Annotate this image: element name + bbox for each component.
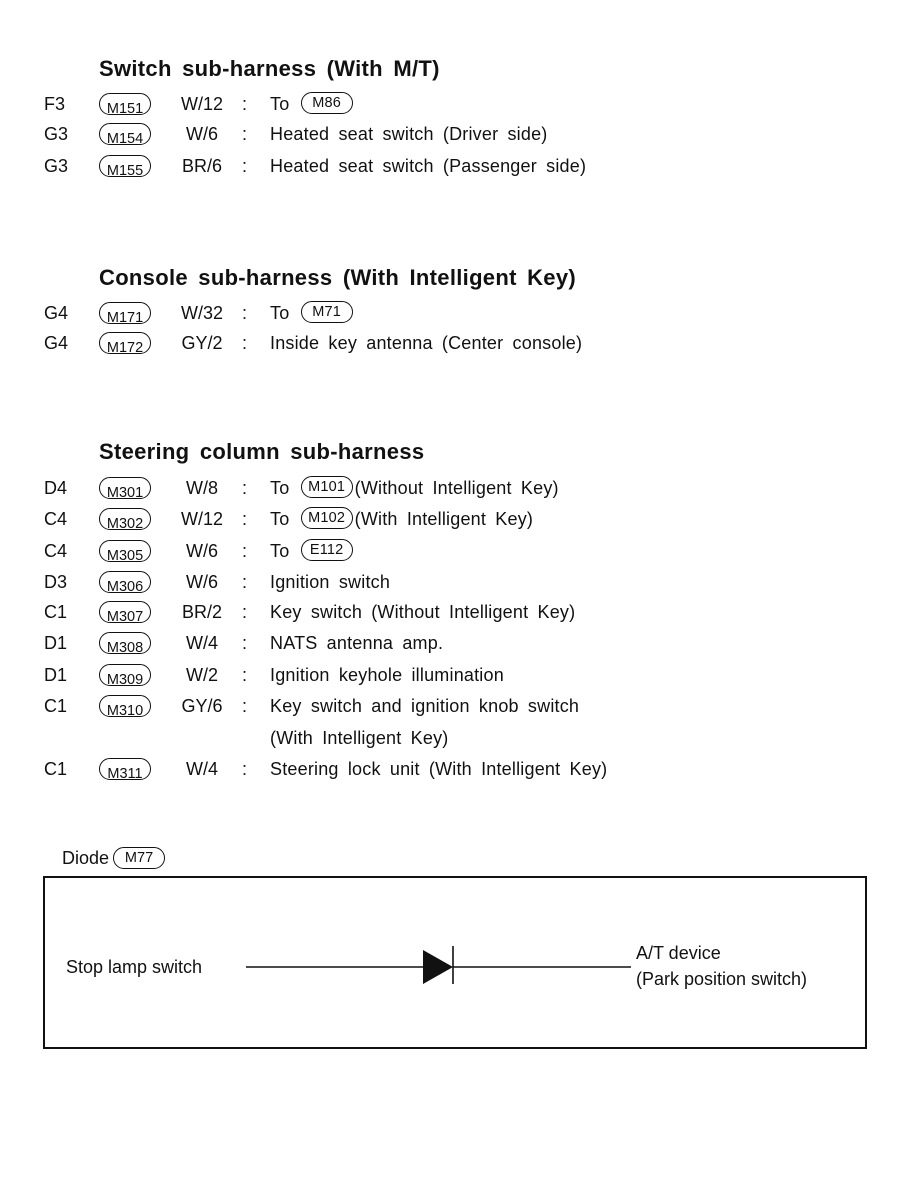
row-description: Inside key antenna (Center console) — [270, 333, 583, 353]
grid-location: C1 — [44, 696, 68, 716]
separator: : — [242, 156, 248, 176]
wire-spec: W/12 — [180, 509, 223, 529]
separator: : — [242, 665, 248, 685]
grid-location: D1 — [44, 665, 68, 685]
connector-badge: M310 — [99, 695, 151, 717]
diode-title: Diode — [62, 848, 110, 868]
table-row — [0, 328, 910, 358]
connector-badge: M306 — [99, 571, 151, 593]
wire-spec: GY/2 — [181, 333, 223, 353]
grid-location: C1 — [44, 602, 68, 622]
wire-spec: W/6 — [185, 124, 218, 144]
table-row — [0, 536, 910, 566]
wire-spec: W/12 — [180, 94, 223, 114]
connector-badge: M172 — [99, 332, 151, 354]
diode-heading — [62, 845, 165, 871]
table-row — [0, 504, 910, 534]
grid-location: C4 — [44, 541, 68, 561]
connector-badge: M311 — [99, 758, 151, 780]
table-row — [0, 473, 910, 503]
row-description: NATS antenna amp. — [270, 633, 444, 653]
row-description: Key switch and ignition knob switch — [270, 696, 580, 716]
connector-badge: M305 — [99, 540, 151, 562]
wire-spec: W/8 — [185, 478, 218, 498]
wire-spec: W/6 — [185, 541, 218, 561]
grid-location: G3 — [44, 124, 69, 144]
connector-badge: M309 — [99, 664, 151, 686]
grid-location: F3 — [44, 94, 66, 114]
table-row — [0, 628, 910, 658]
grid-location: D4 — [44, 478, 68, 498]
connector-badge: M302 — [99, 508, 151, 530]
section-title-console: Console sub-harness (With Intelligent Key) — [99, 265, 576, 290]
table-row — [0, 119, 910, 149]
connector-badge: M301 — [99, 477, 151, 499]
table-row-continuation — [0, 723, 910, 753]
row-description-continued: (With Intelligent Key) — [270, 728, 449, 748]
row-description: Steering lock unit (With Intelligent Key) — [270, 759, 608, 779]
grid-location: G4 — [44, 303, 69, 323]
target-connector-badge: E112 — [301, 539, 353, 561]
grid-location: C4 — [44, 509, 68, 529]
separator: : — [242, 94, 248, 114]
wire-spec: W/4 — [185, 633, 218, 653]
wire-spec: W/4 — [185, 759, 218, 779]
wire-spec: BR/6 — [181, 156, 223, 176]
row-description: Heated seat switch (Driver side) — [270, 124, 548, 144]
row-description: Heated seat switch (Passenger side) — [270, 156, 587, 176]
diode-diagram — [43, 876, 867, 1049]
separator: : — [242, 478, 248, 498]
section-title-steering: Steering column sub-harness — [99, 439, 425, 464]
connector-badge: M308 — [99, 632, 151, 654]
separator: : — [242, 696, 248, 716]
grid-location: G4 — [44, 333, 69, 353]
table-row — [0, 298, 910, 328]
wire-spec: W/32 — [180, 303, 223, 323]
separator: : — [242, 333, 248, 353]
wire-spec: BR/2 — [181, 602, 223, 622]
at-device-label: A/T device — [636, 943, 721, 963]
diode-connector-badge: M77 — [113, 847, 165, 869]
separator: : — [242, 572, 248, 592]
diode-triangle-icon — [423, 950, 453, 984]
grid-location: G3 — [44, 156, 69, 176]
table-row — [0, 660, 910, 690]
table-row — [0, 567, 910, 597]
separator: : — [242, 124, 248, 144]
row-description: To E112 — [270, 536, 355, 566]
stop-lamp-switch-label: Stop lamp switch — [66, 957, 203, 977]
table-row — [0, 754, 910, 784]
separator: : — [242, 633, 248, 653]
wire-spec: W/6 — [185, 572, 218, 592]
connector-badge: M155 — [99, 155, 151, 177]
separator: : — [242, 303, 248, 323]
separator: : — [242, 602, 248, 622]
connector-badge: M151 — [99, 93, 151, 115]
separator: : — [242, 509, 248, 529]
row-description: Ignition keyhole illumination — [270, 665, 504, 685]
connector-badge: M154 — [99, 123, 151, 145]
wire-spec: W/2 — [185, 665, 218, 685]
table-row — [0, 691, 910, 721]
row-description: To M102 (With Intelligent Key) — [270, 509, 534, 529]
target-connector-badge: M101 — [301, 476, 353, 498]
target-connector-badge: M102 — [301, 507, 353, 529]
section-title-switch: Switch sub-harness (With M/T) — [99, 56, 440, 81]
table-row — [0, 597, 910, 627]
row-description: Ignition switch — [270, 572, 391, 592]
row-description: To M101 (Without Intelligent Key) — [270, 478, 559, 498]
table-row — [0, 151, 910, 181]
target-connector-badge: M86 — [301, 92, 353, 114]
grid-location: C1 — [44, 759, 68, 779]
row-description: Key switch (Without Intelligent Key) — [270, 602, 576, 622]
park-position-switch-label: (Park position switch) — [636, 969, 808, 989]
table-row — [0, 89, 910, 119]
grid-location: D1 — [44, 633, 68, 653]
separator: : — [242, 759, 248, 779]
target-connector-badge: M71 — [301, 301, 353, 323]
grid-location: D3 — [44, 572, 68, 592]
connector-badge: M307 — [99, 601, 151, 623]
separator: : — [242, 541, 248, 561]
wire-spec: GY/6 — [181, 696, 223, 716]
row-description: To M86 — [270, 89, 355, 119]
row-description: To M71 — [270, 298, 355, 328]
connector-badge: M171 — [99, 302, 151, 324]
